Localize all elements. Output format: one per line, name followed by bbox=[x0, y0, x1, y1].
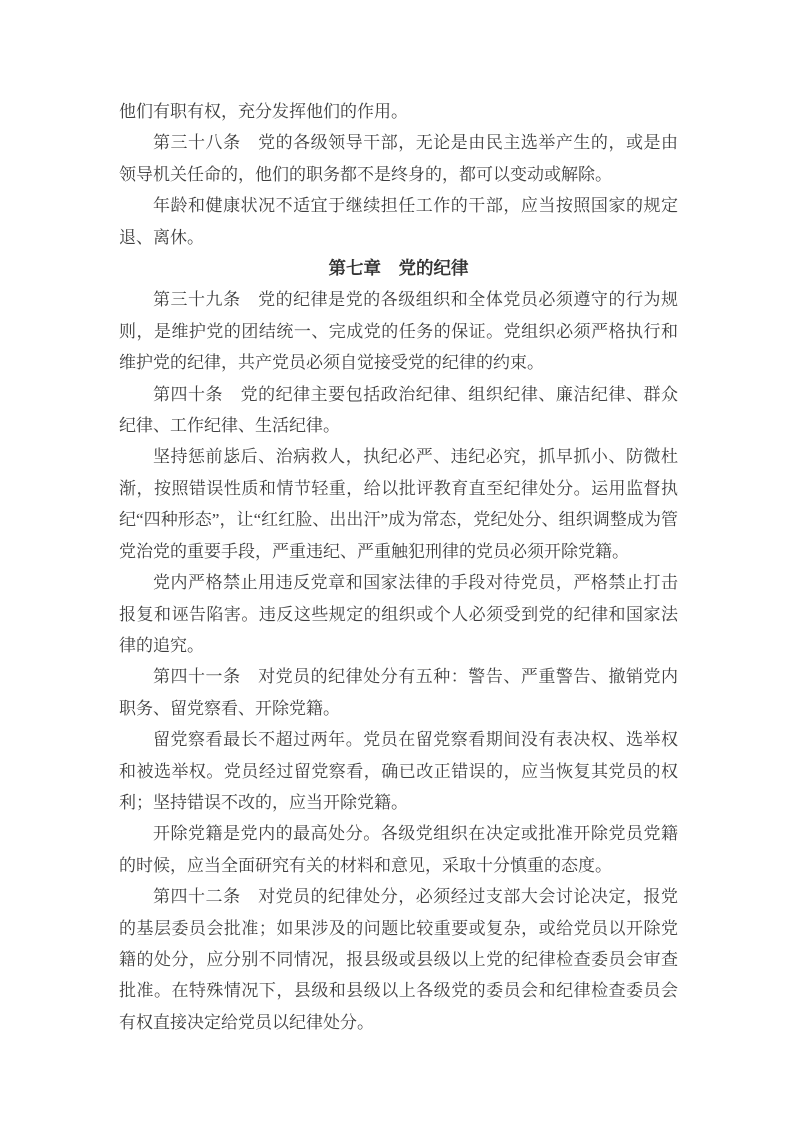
paragraph-article-40: 第四十条 党的纪律主要包括政治纪律、组织纪律、廉洁纪律、群众纪律、工作纪律、生活纪律。 bbox=[119, 384, 678, 436]
paragraph-article-39: 第三十九条 党的纪律是党的各级组织和全体党员必须遵守的行为规则，是维护党的团结统一、完成党的任务的保证。党组织必须严格执行和维护党的纪律，共产党员必须自觉接受党的纪律的约束。 bbox=[119, 290, 678, 373]
paragraph: 党内严格禁止用违反党章和国家法律的手段对待党员，严格禁止打击报复和诬告陷害。违反这些规定的组织或个人必须受到党的纪律和国家法律的追究。 bbox=[119, 573, 678, 655]
paragraph: 他们有职有权，充分发挥他们的作用。 bbox=[119, 102, 408, 121]
chapter-heading: 第七章 党的纪律 bbox=[328, 258, 469, 279]
paragraph: 开除党籍是党内的最高处分。各级党组织在决定或批准开除党员党籍的时候，应当全面研究有关的材料和意见，采取十分慎重的态度。 bbox=[119, 824, 678, 875]
paragraph-article-38: 第三十八条 党的各级领导干部，无论是由民主选举产生的，或是由领导机关任命的，他们的职务都不是终身的，都可以变动或解除。 bbox=[119, 133, 678, 184]
paragraph-article-42: 第四十二条 对党员的纪律处分，必须经过支部大会讨论决定，报党的基层委员会批准；如果涉及的问题比较重要或复杂，或给党员以开除党籍的处分，应分别不同情况，报县级或县级以上党的纪律检查委员会审查批准。在特殊情况下，县级和县级以上各级党的委员会和纪律检查委员会有权直接决定给党员以纪律处分。 bbox=[119, 887, 678, 1032]
paragraph: 坚持惩前毖后、治病救人，执纪必严、违纪必究，抓早抓小、防微杜渐，按照错误性质和情节轻重，给以批评教育直至纪律处分。运用监督执纪“四种形态”，让“红红脸、出出汗”成为常态，党纪处分、组织调整成为管党治党的重要手段，严重违纪、严重触犯刑律的党员必须开除党籍。 bbox=[119, 447, 678, 561]
paragraph: 留党察看最长不超过两年。党员在留党察看期间没有表决权、选举权和被选举权。党员经过留党察看，确已改正错误的，应当恢复其党员的权利；坚持错误不改的，应当开除党籍。 bbox=[119, 730, 678, 812]
document-text-block bbox=[119, 96, 678, 1038]
paragraph: 年龄和健康状况不适宜于继续担任工作的干部，应当按照国家的规定退、离休。 bbox=[119, 196, 678, 247]
paragraph-article-41: 第四十一条 对党员的纪律处分有五种：警告、严重警告、撤销党内职务、留党察看、开除党籍。 bbox=[119, 667, 678, 718]
